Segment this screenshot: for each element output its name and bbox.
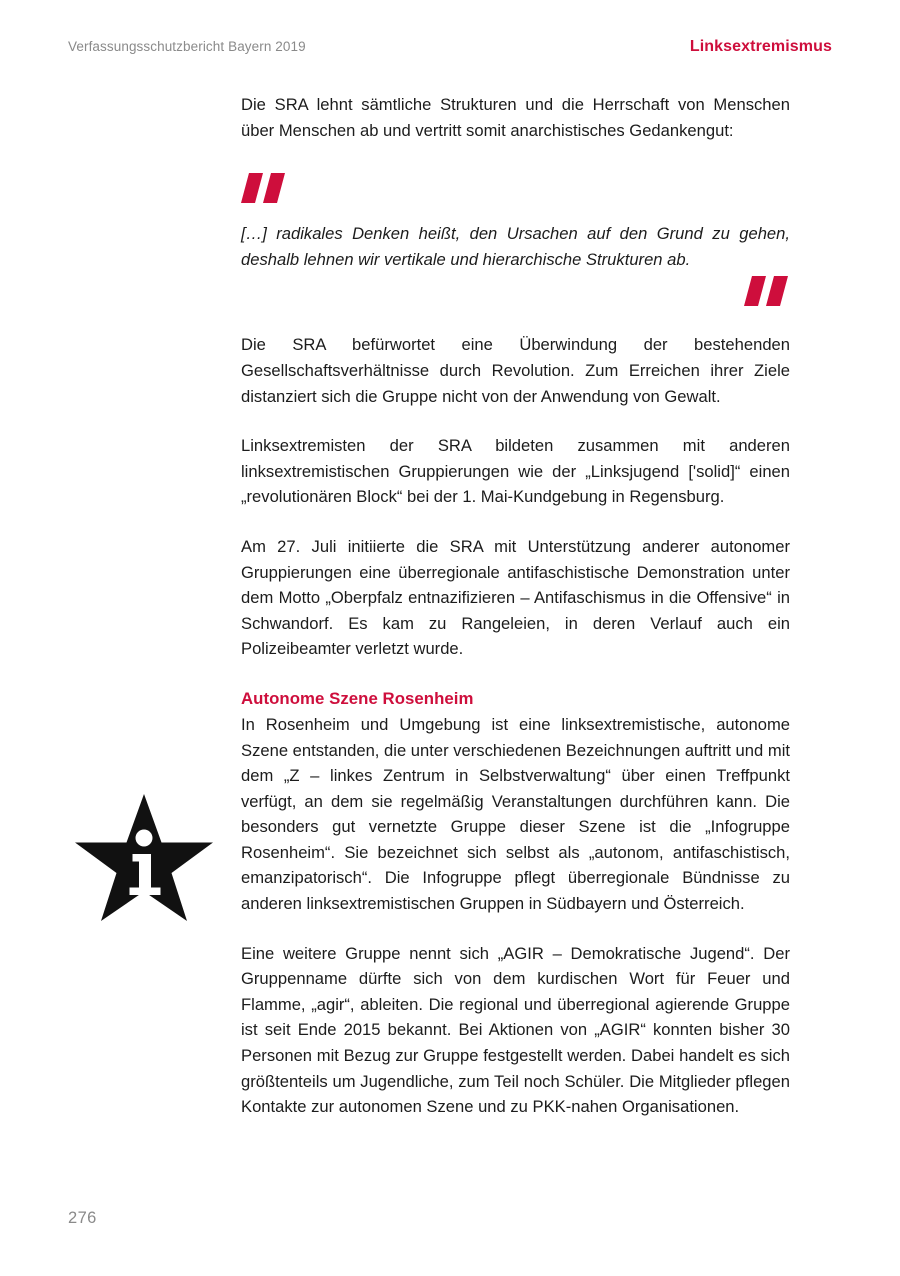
page-number: 276: [68, 1209, 97, 1227]
paragraph-rosenheim-szene: In Rosenheim und Umgebung ist eine linksextremistische, autonome Szene entstanden, die unter verschiedenen Bezeichnungen auftritt und mit dem „Z – linkes Zentrum in Selbstverwaltung“ über einen Treffpunkt verfügt, an dem sie regelmäßig Veranstaltungen durchführen kann. Die besonders gut vernetzte Gruppe dieser Szene ist die „Infogruppe Rosenheim“. Sie bezeichnet sich selbst als „autonom, antifaschistisch, emanzipatorisch“. Die Infogruppe pflegt überregionale Bündnisse zu anderen linksextremistischen Gruppen in Südbayern und Österreich.: [241, 714, 790, 914]
info-star-icon: [74, 790, 214, 924]
pull-quote-text: […] radikales Denken heißt, den Ursachen auf den Grund zu gehen, deshalb lehnen wir vertikale und hierarchische Strukturen ab.: [241, 224, 790, 269]
running-head-chapter-title: Linksextremismus: [689, 38, 832, 55]
text-column: [241, 92, 790, 1120]
quote-close-icon: [241, 276, 790, 306]
pull-quote: [241, 167, 790, 306]
running-head: [68, 38, 832, 58]
paragraph-sra-revolution: Die SRA befürwortet eine Überwindung der bestehenden Gesellschaftsverhältnisse durch Revolution. Zum Erreichen ihrer Ziele distanziert sich die Gruppe nicht von der Anwendung von Gewalt.: [241, 335, 790, 406]
paragraph-sra-schwandorf: Am 27. Juli initiierte die SRA mit Unterstützung anderer autonomer Gruppierungen eine überregionale antifaschistische Demonstration unter dem Motto „Oberpfalz entnazifizieren – Antifaschismus in die Offensive“ in Schwandorf. Es kam zu Rangeleien, in deren Verlauf auch ein Polizeibeamter verletzt wurde.: [241, 536, 790, 659]
paragraph-sra-structures: Die SRA lehnt sämtliche Strukturen und die Herrschaft von Menschen über Menschen ab und vertritt somit anarchistisches Gedankengut:: [241, 95, 790, 140]
paragraph-agir-gruppe: Eine weitere Gruppe nennt sich „AGIR – Demokratische Jugend“. Der Gruppenname dürfte sich von dem kurdischen Wort für Feuer und Flamme, „agir“, ableiten. Die regional und überregional agierende Gruppe ist seit Ende 2015 bekannt. Bei Aktionen von „AGIR“ konnten bisher 30 Personen mit Bezug zur Gruppe festgestellt werden. Dabei handelt es sich größtenteils um Jugendliche, zum Teil noch Schüler. Die Mitglieder pflegen Kontakte zur autonomen Szene und zu PKK-nahen Organisationen.: [241, 943, 790, 1117]
paragraph-sra-mai-kundgebung: Linksextremisten der SRA bildeten zusammen mit anderen linksextremistischen Gruppierungen wie der „Linksjugend ['solid]“ einen „revolutionären Block“ bei der 1. Mai-Kundgebung in Regensburg.: [241, 436, 790, 507]
running-head-report-title: Verfassungsschutzbericht Bayern 2019: [68, 39, 306, 54]
quote-open-icon: [241, 173, 790, 203]
section-heading-autonome-szene-rosenheim: Autonome Szene Rosenheim: [241, 688, 474, 708]
